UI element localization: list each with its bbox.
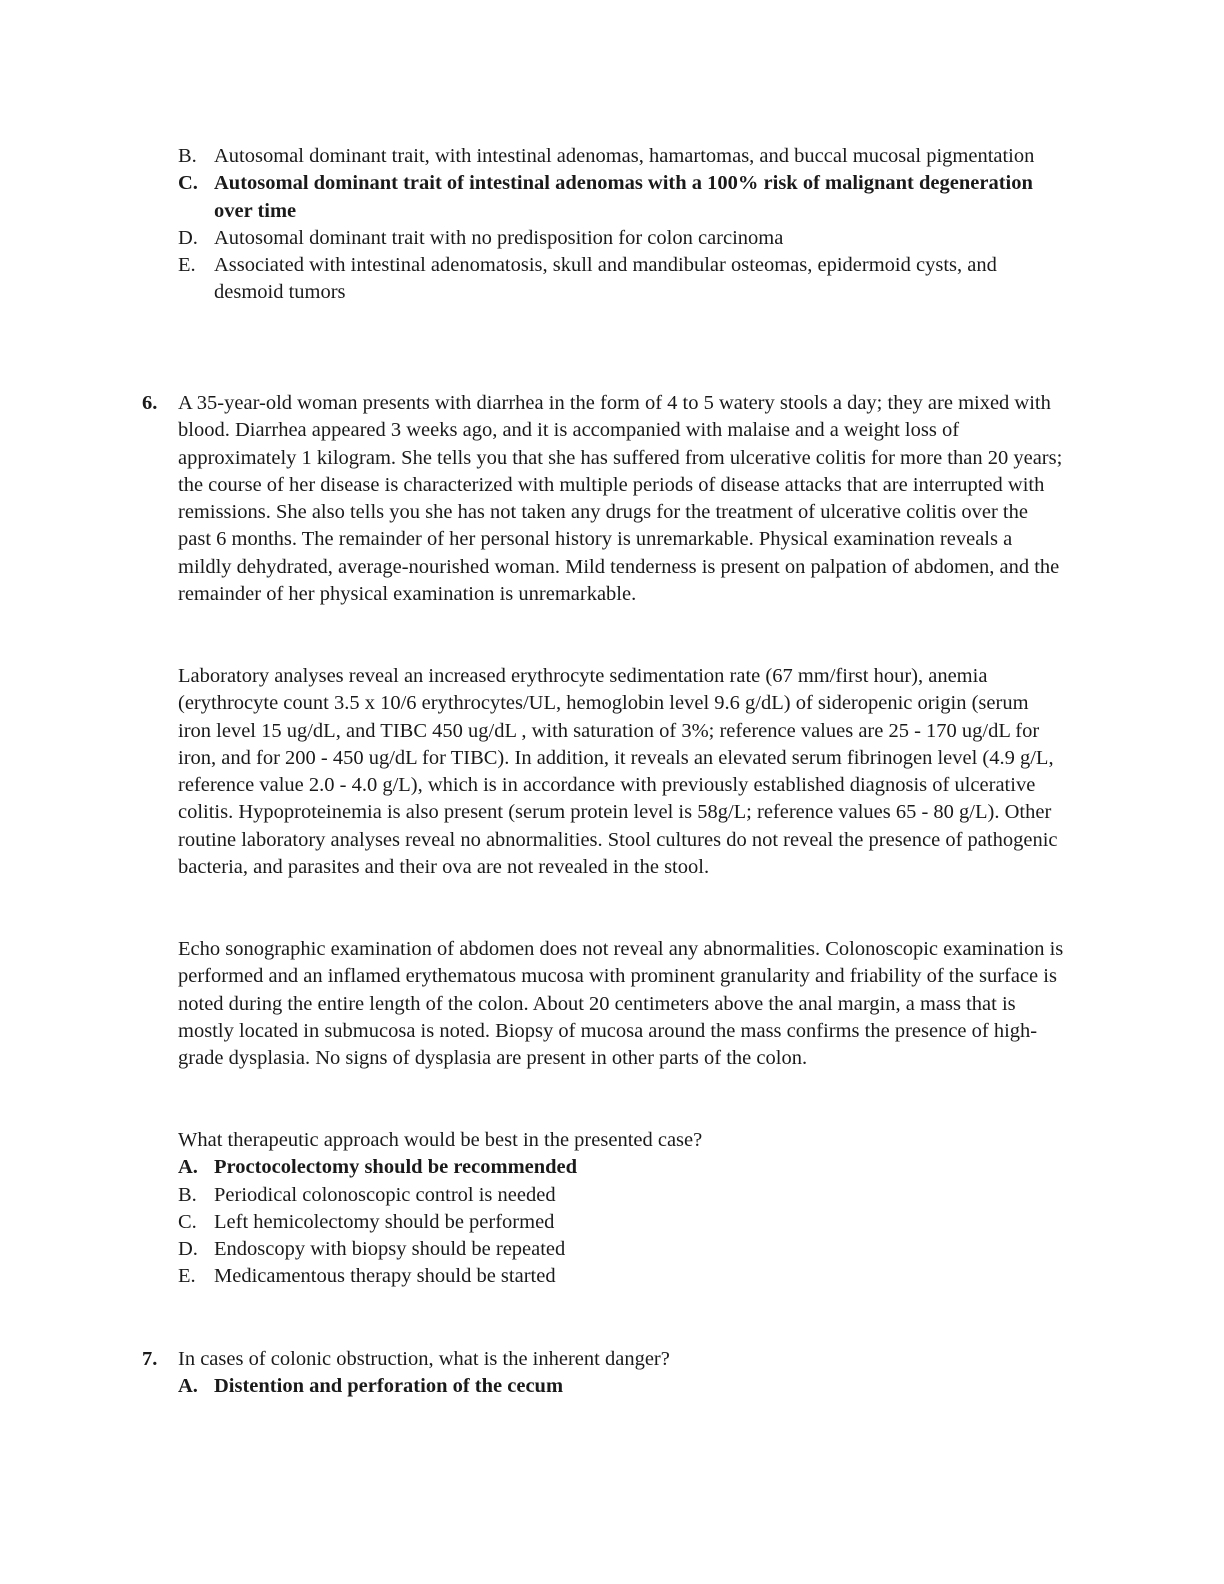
option-letter: A. (178, 1156, 198, 1179)
option-letter: E. (178, 1265, 196, 1288)
option-text: Periodical colonoscopic control is needed (214, 1183, 556, 1206)
q6-imaging-block (0, 936, 1224, 1072)
q6-option-a-answer (0, 1154, 1064, 1181)
question-7 (0, 1346, 1224, 1401)
q6-paragraph-1: A 35-year-old woman presents with diarrhea in the form of 4 to 5 watery stools a day; they are mixed with blood. Diarrhea appeared 3 weeks ago, and it is accompanied with malaise and a weight loss of approximately 1 kilogram. She tells you that she has suffered from ulcerative colitis for more than 20 years; the course of her disease is characterized with multiple periods of disease attacks that are interrupted with remissions. She also tells you she has not taken any drugs for the treatment of ulcerative colitis over the past 6 months. The remainder of her personal history is unremarkable. Physical examination reveals a mildly dehydrated, average-nourished woman. Mild tenderness is present on palpation of abdomen, and the remainder of her physical examination is unremarkable. (178, 392, 1063, 606)
q6-paragraph-2: Laboratory analyses reveal an increased erythrocyte sedimentation rate (67 mm/first hour), anemia (erythrocyte count 3.5 x 10/6 erythrocytes/UL, hemoglobin level 9.6 g/dL) of sideropenic origin (serum iron level 15 ug/dL, and TIBC 450 ug/dL , with saturation of 3%; reference values are 25 - 170 ug/dL for iron, and for 200 - 450 ug/dL for TIBC). In addition, it reveals an elevated serum fibrinogen level (4.9 g/L, reference value 2.0 - 4.0 g/L), which is in accordance with previously established diagnosis of ulcerative colitis. Hypoproteinemia is also present (serum protein level is 58g/L; reference values 65 - 80 g/L). Other routine laboratory analyses reveal no abnormalities. Stool cultures do not reveal the presence of pathogenic bacteria, and parasites and their ova are not revealed in the stool. (178, 665, 1058, 879)
option-text: Associated with intestinal adenomatosis, skull and mandibular osteomas, epidermoid cysts, and desmoid tumors (214, 254, 997, 304)
q5-option-d (0, 225, 1064, 252)
option-text: Left hemicolectomy should be performed (214, 1210, 555, 1233)
question-number: 6. (142, 392, 158, 414)
option-letter: D. (178, 226, 198, 249)
option-letter: A. (178, 1375, 198, 1398)
option-text: Autosomal dominant trait with no predisposition for colon carcinoma (214, 226, 784, 249)
q6-option-c (0, 1209, 1064, 1236)
q7-option-a-answer (0, 1373, 1064, 1400)
option-text: Proctocolectomy should be recommended (214, 1156, 578, 1179)
option-letter: B. (178, 145, 197, 167)
q6-option-b (0, 1182, 1064, 1209)
question-6 (0, 390, 1224, 608)
q6-stem-paragraph-1 (0, 390, 1064, 608)
q6-option-e (0, 1263, 1064, 1290)
q6-question: What therapeutic approach would be best in the presented case? (178, 1129, 703, 1151)
option-text: Autosomal dominant trait, with intestinal adenomas, hamartomas, and buccal mucosal pigmentation (214, 145, 1035, 167)
option-letter: E. (178, 254, 196, 277)
option-text: Autosomal dominant trait of intestinal adenomas with a 100% risk of malignant degeneration over time (214, 172, 1033, 222)
q6-paragraph-3: Echo sonographic examination of abdomen does not reveal any abnormalities. Colonoscopic examination is performed and an inflamed erythematous mucosa with prominent granularity and friability of the surface is noted during the entire length of the colon. About 20 centimeters above the anal margin, a mass that is mostly located in submucosa is noted. Biopsy of mucosa around the mass confirms the presence of high-grade dysplasia. No signs of dysplasia are present in other parts of the colon. (178, 938, 1064, 1070)
option-letter: B. (178, 1183, 197, 1206)
q5-options (0, 143, 1224, 307)
q6-question-block (0, 1127, 1224, 1291)
option-text: Distention and perforation of the cecum (214, 1375, 564, 1398)
q6-option-d (0, 1236, 1064, 1263)
option-letter: D. (178, 1238, 198, 1261)
q5-option-e (0, 252, 1064, 307)
q7-stem (0, 1346, 1064, 1373)
option-letter: C. (178, 1210, 197, 1233)
q6-lab-block (0, 663, 1224, 881)
q5-option-b (0, 143, 1064, 170)
option-letter: C. (178, 172, 198, 195)
option-text: Medicamentous therapy should be started (214, 1265, 556, 1288)
q7-question: In cases of colonic obstruction, what is the inherent danger? (178, 1348, 670, 1370)
question-number: 7. (142, 1348, 158, 1370)
q5-option-c-answer (0, 170, 1064, 225)
option-text: Endoscopy with biopsy should be repeated (214, 1238, 566, 1261)
